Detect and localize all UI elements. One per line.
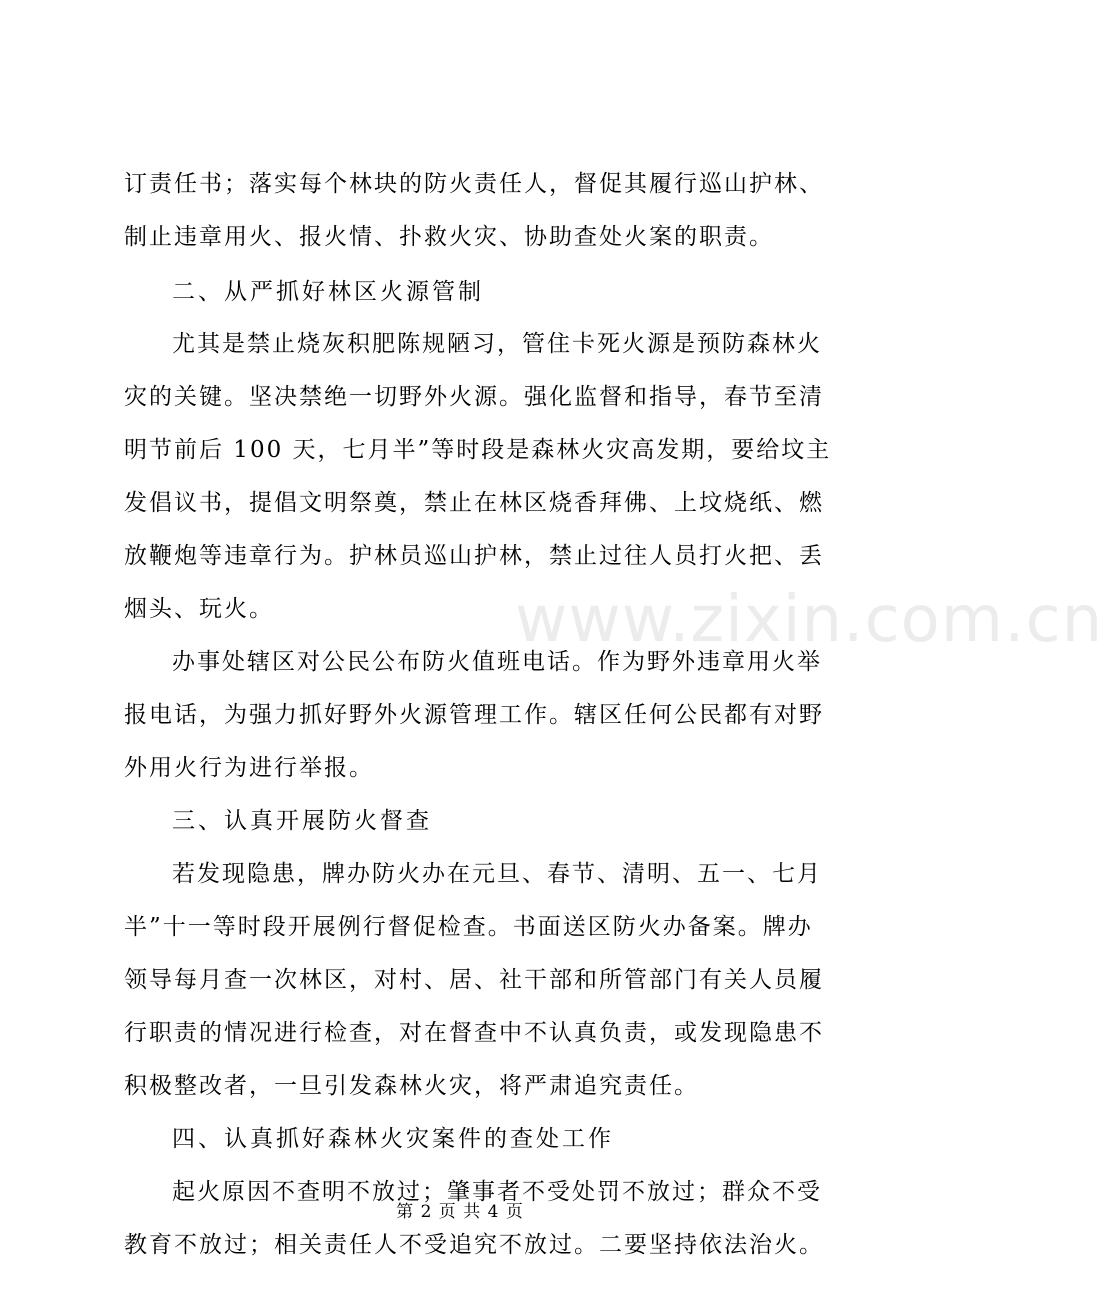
- paragraph-line: 发倡议书，提倡文明祭奠，禁止在林区烧香拜佛、上坟烧纸、燃: [124, 490, 824, 516]
- paragraph-line: 订责任书；落实每个林块的防火责任人，督促其履行巡山护林、: [124, 171, 824, 197]
- paragraph-line: 灾的关键。坚决禁绝一切野外火源。强化监督和指导，春节至清: [124, 384, 824, 410]
- paragraph-line: 半”十一等时段开展例行督促检查。书面送区防火办备案。牌办: [124, 914, 813, 940]
- paragraph-line: 若发现隐患，牌办防火办在元旦、春节、清明、五一、七月: [172, 861, 822, 887]
- section-heading: 四、认真抓好森林火灾案件的查处工作: [172, 1126, 614, 1152]
- paragraph-line: 烟头、玩火。: [124, 596, 274, 622]
- paragraph-line: 制止违章用火、报火情、扑救火灾、协助查处火案的职责。: [124, 224, 774, 250]
- watermark: www.zixin.com.cn: [515, 583, 1103, 657]
- section-heading: 二、从严抓好林区火源管制: [172, 279, 484, 305]
- page-footer: 第 2 页 共 4 页: [396, 1202, 524, 1222]
- paragraph-line: 外用火行为进行举报。: [124, 755, 374, 781]
- section-heading: 三、认真开展防火督查: [172, 808, 432, 834]
- paragraph-line: 起火原因不查明不放过；肇事者不受处罚不放过；群众不受: [172, 1179, 822, 1205]
- paragraph-line: 尤其是禁止烧灰积肥陈规陋习，管住卡死火源是预防森林火: [172, 331, 822, 357]
- paragraph-line: 放鞭炮等违章行为。护林员巡山护林，禁止过往人员打火把、丢: [124, 543, 824, 569]
- paragraph-line: 明节前后 100 天，七月半”等时段是森林火灾高发期，要给坟主: [124, 437, 832, 463]
- paragraph-line: 教育不放过；相关责任人不受追究不放过。二要坚持依法治火。: [124, 1232, 824, 1258]
- paragraph-line: 办事处辖区对公民公布防火值班电话。作为野外违章用火举: [172, 649, 822, 675]
- paragraph-line: 报电话，为强力抓好野外火源管理工作。辖区任何公民都有对野: [124, 702, 824, 728]
- paragraph-line: 领导每月查一次林区，对村、居、社干部和所管部门有关人员履: [124, 967, 824, 993]
- paragraph-line: 行职责的情况进行检查，对在督查中不认真负责，或发现隐患不: [124, 1020, 824, 1046]
- paragraph-line: 积极整改者，一旦引发森林火灾，将严肃追究责任。: [124, 1073, 699, 1099]
